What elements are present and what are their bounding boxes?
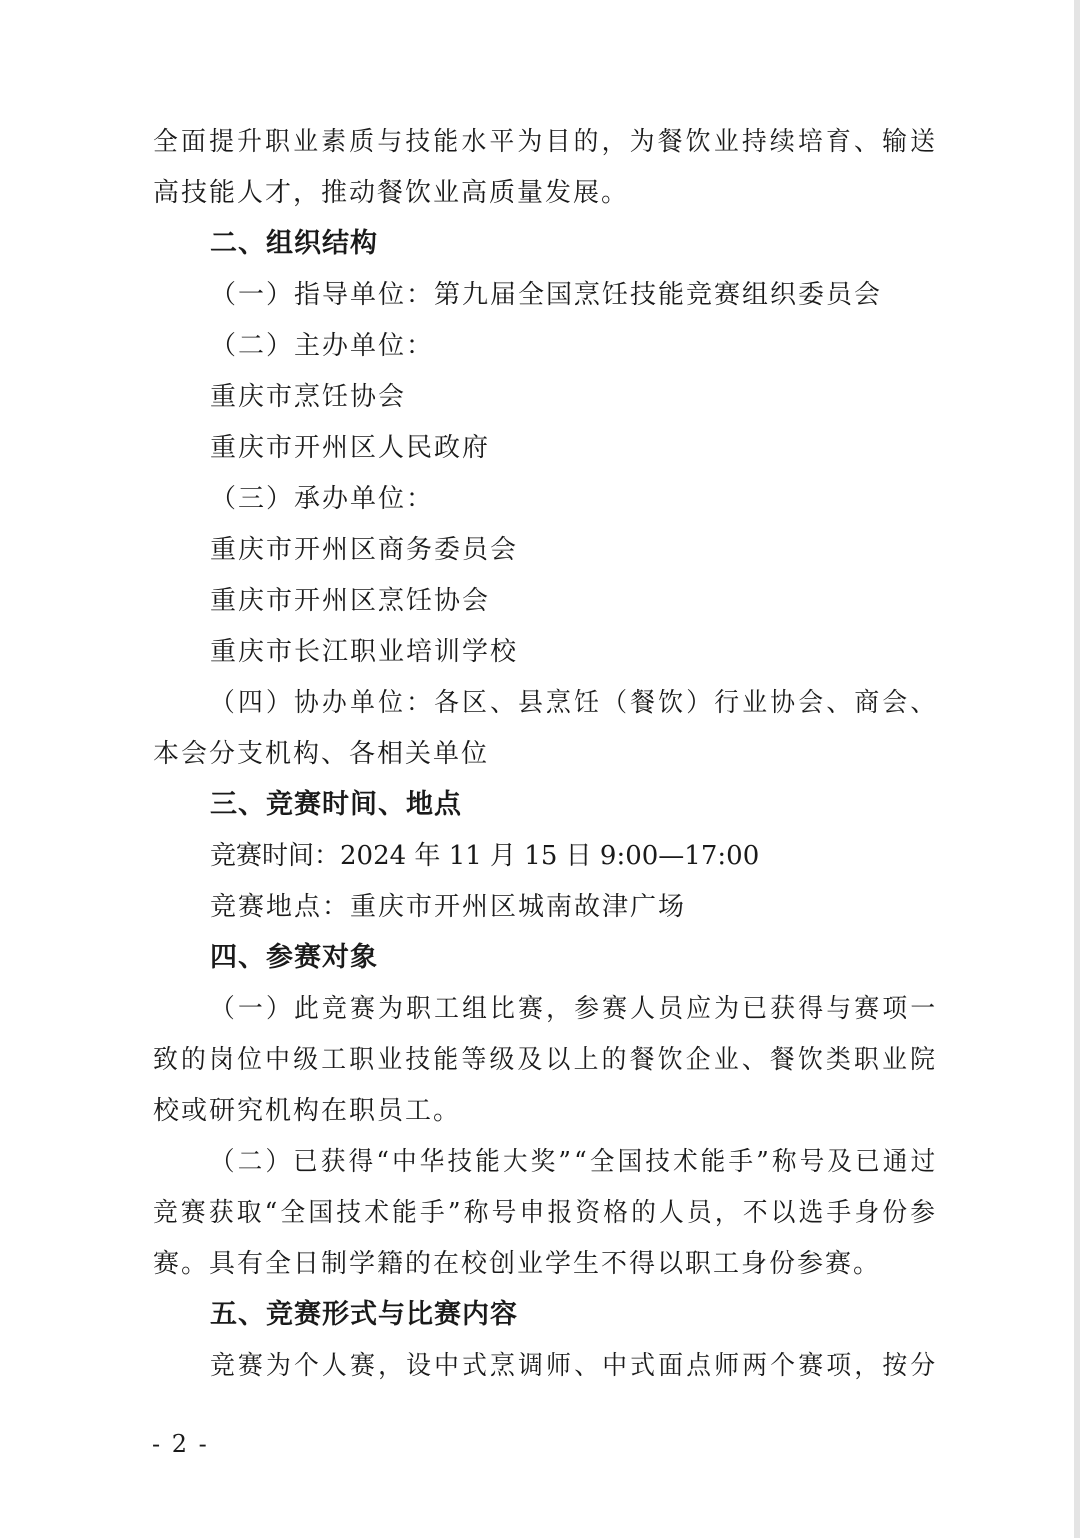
- paragraph-line: 本会分支机构、各相关单位: [153, 739, 490, 769]
- section-heading: 二、组织结构: [210, 228, 378, 259]
- paragraph-line: （四）协办单位：各区、县烹饪（餐饮）行业协会、商会、: [210, 688, 939, 718]
- paragraph-line: 赛。具有全日制学籍的在校创业学生不得以职工身份参赛。: [153, 1249, 882, 1279]
- paragraph-line: （三）承办单位：: [210, 484, 435, 514]
- paragraph-line: 全面提升职业素质与技能水平为目的，为餐饮业持续培育、输送: [153, 127, 939, 157]
- section-heading: 三、竞赛时间、地点: [210, 789, 462, 820]
- section-heading: 五、竞赛形式与比赛内容: [210, 1299, 518, 1330]
- paragraph-line: 竞赛获取“全国技术能手”称号申报资格的人员，不以选手身份参: [153, 1198, 939, 1228]
- paragraph-line: （二）主办单位：: [210, 331, 435, 361]
- paragraph-line: 高技能人才，推动餐饮业高质量发展。: [153, 178, 630, 208]
- paragraph-line: （二）已获得“中华技能大奖”“全国技术能手”称号及已通过: [210, 1147, 939, 1177]
- paragraph-line: 重庆市长江职业培训学校: [210, 637, 519, 667]
- paragraph-line: 致的岗位中级工职业技能等级及以上的餐饮企业、餐饮类职业院: [153, 1045, 939, 1075]
- paragraph-line: 校或研究机构在职员工。: [153, 1096, 462, 1126]
- paragraph-line: 重庆市开州区烹饪协会: [210, 586, 491, 616]
- paragraph-line: 重庆市开州区人民政府: [210, 433, 491, 463]
- paragraph-line: 竞赛为个人赛，设中式烹调师、中式面点师两个赛项，按分: [210, 1351, 939, 1381]
- paragraph-line: （一）此竞赛为职工组比赛，参赛人员应为已获得与赛项一: [210, 994, 939, 1024]
- paragraph-line: 重庆市烹饪协会: [210, 382, 407, 412]
- page-number: - 2 -: [152, 1430, 209, 1458]
- section-heading: 四、参赛对象: [210, 942, 378, 973]
- page-edge-shadow: [1074, 0, 1080, 1538]
- paragraph-line: 竞赛时间：2024 年 11 月 15 日 9:00—17:00: [210, 841, 760, 871]
- paragraph-line: 竞赛地点：重庆市开州区城南故津广场: [210, 892, 687, 922]
- paragraph-line: （一）指导单位：第九届全国烹饪技能竞赛组织委员会: [210, 280, 883, 310]
- paragraph-line: 重庆市开州区商务委员会: [210, 535, 519, 565]
